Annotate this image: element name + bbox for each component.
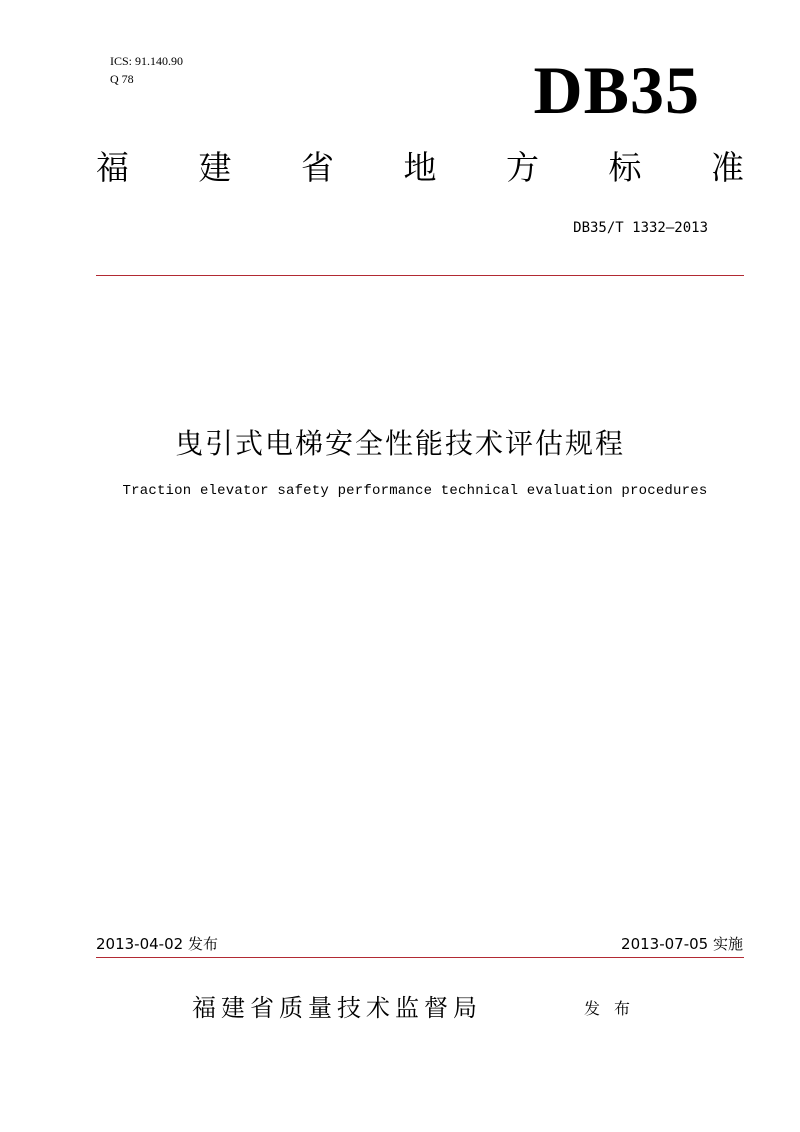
standard-type-char: 福 xyxy=(96,148,129,187)
standard-number: DB35/T 1332—2013 xyxy=(573,220,708,236)
standard-type-char: 准 xyxy=(711,148,744,187)
top-divider xyxy=(96,275,744,276)
bottom-divider xyxy=(96,957,744,958)
document-title-en: Traction elevator safety performance technical evaluation procedures xyxy=(122,483,708,499)
standard-type-char: 建 xyxy=(198,148,232,187)
issuing-authority: 福建省质量技术监督局 xyxy=(192,994,482,1022)
standard-type-heading xyxy=(96,146,744,190)
implementation-date: 2013-07-05 实施 xyxy=(621,935,743,953)
standard-type-char: 方 xyxy=(506,148,539,187)
issue-verb: 发布 xyxy=(584,999,645,1018)
ccs-code: Q 78 xyxy=(110,72,134,86)
standard-type-char: 标 xyxy=(608,148,642,187)
issue-date: 2013-04-02 发布 xyxy=(96,935,218,953)
standard-type-char: 省 xyxy=(301,148,334,187)
db35-logo: DB35 xyxy=(533,52,700,128)
document-title-cn: 曳引式电梯安全性能技术评估规程 xyxy=(174,427,625,460)
standard-type-char: 地 xyxy=(403,148,437,187)
ics-code: ICS: 91.140.90 xyxy=(110,54,184,68)
classification-block xyxy=(110,52,183,88)
